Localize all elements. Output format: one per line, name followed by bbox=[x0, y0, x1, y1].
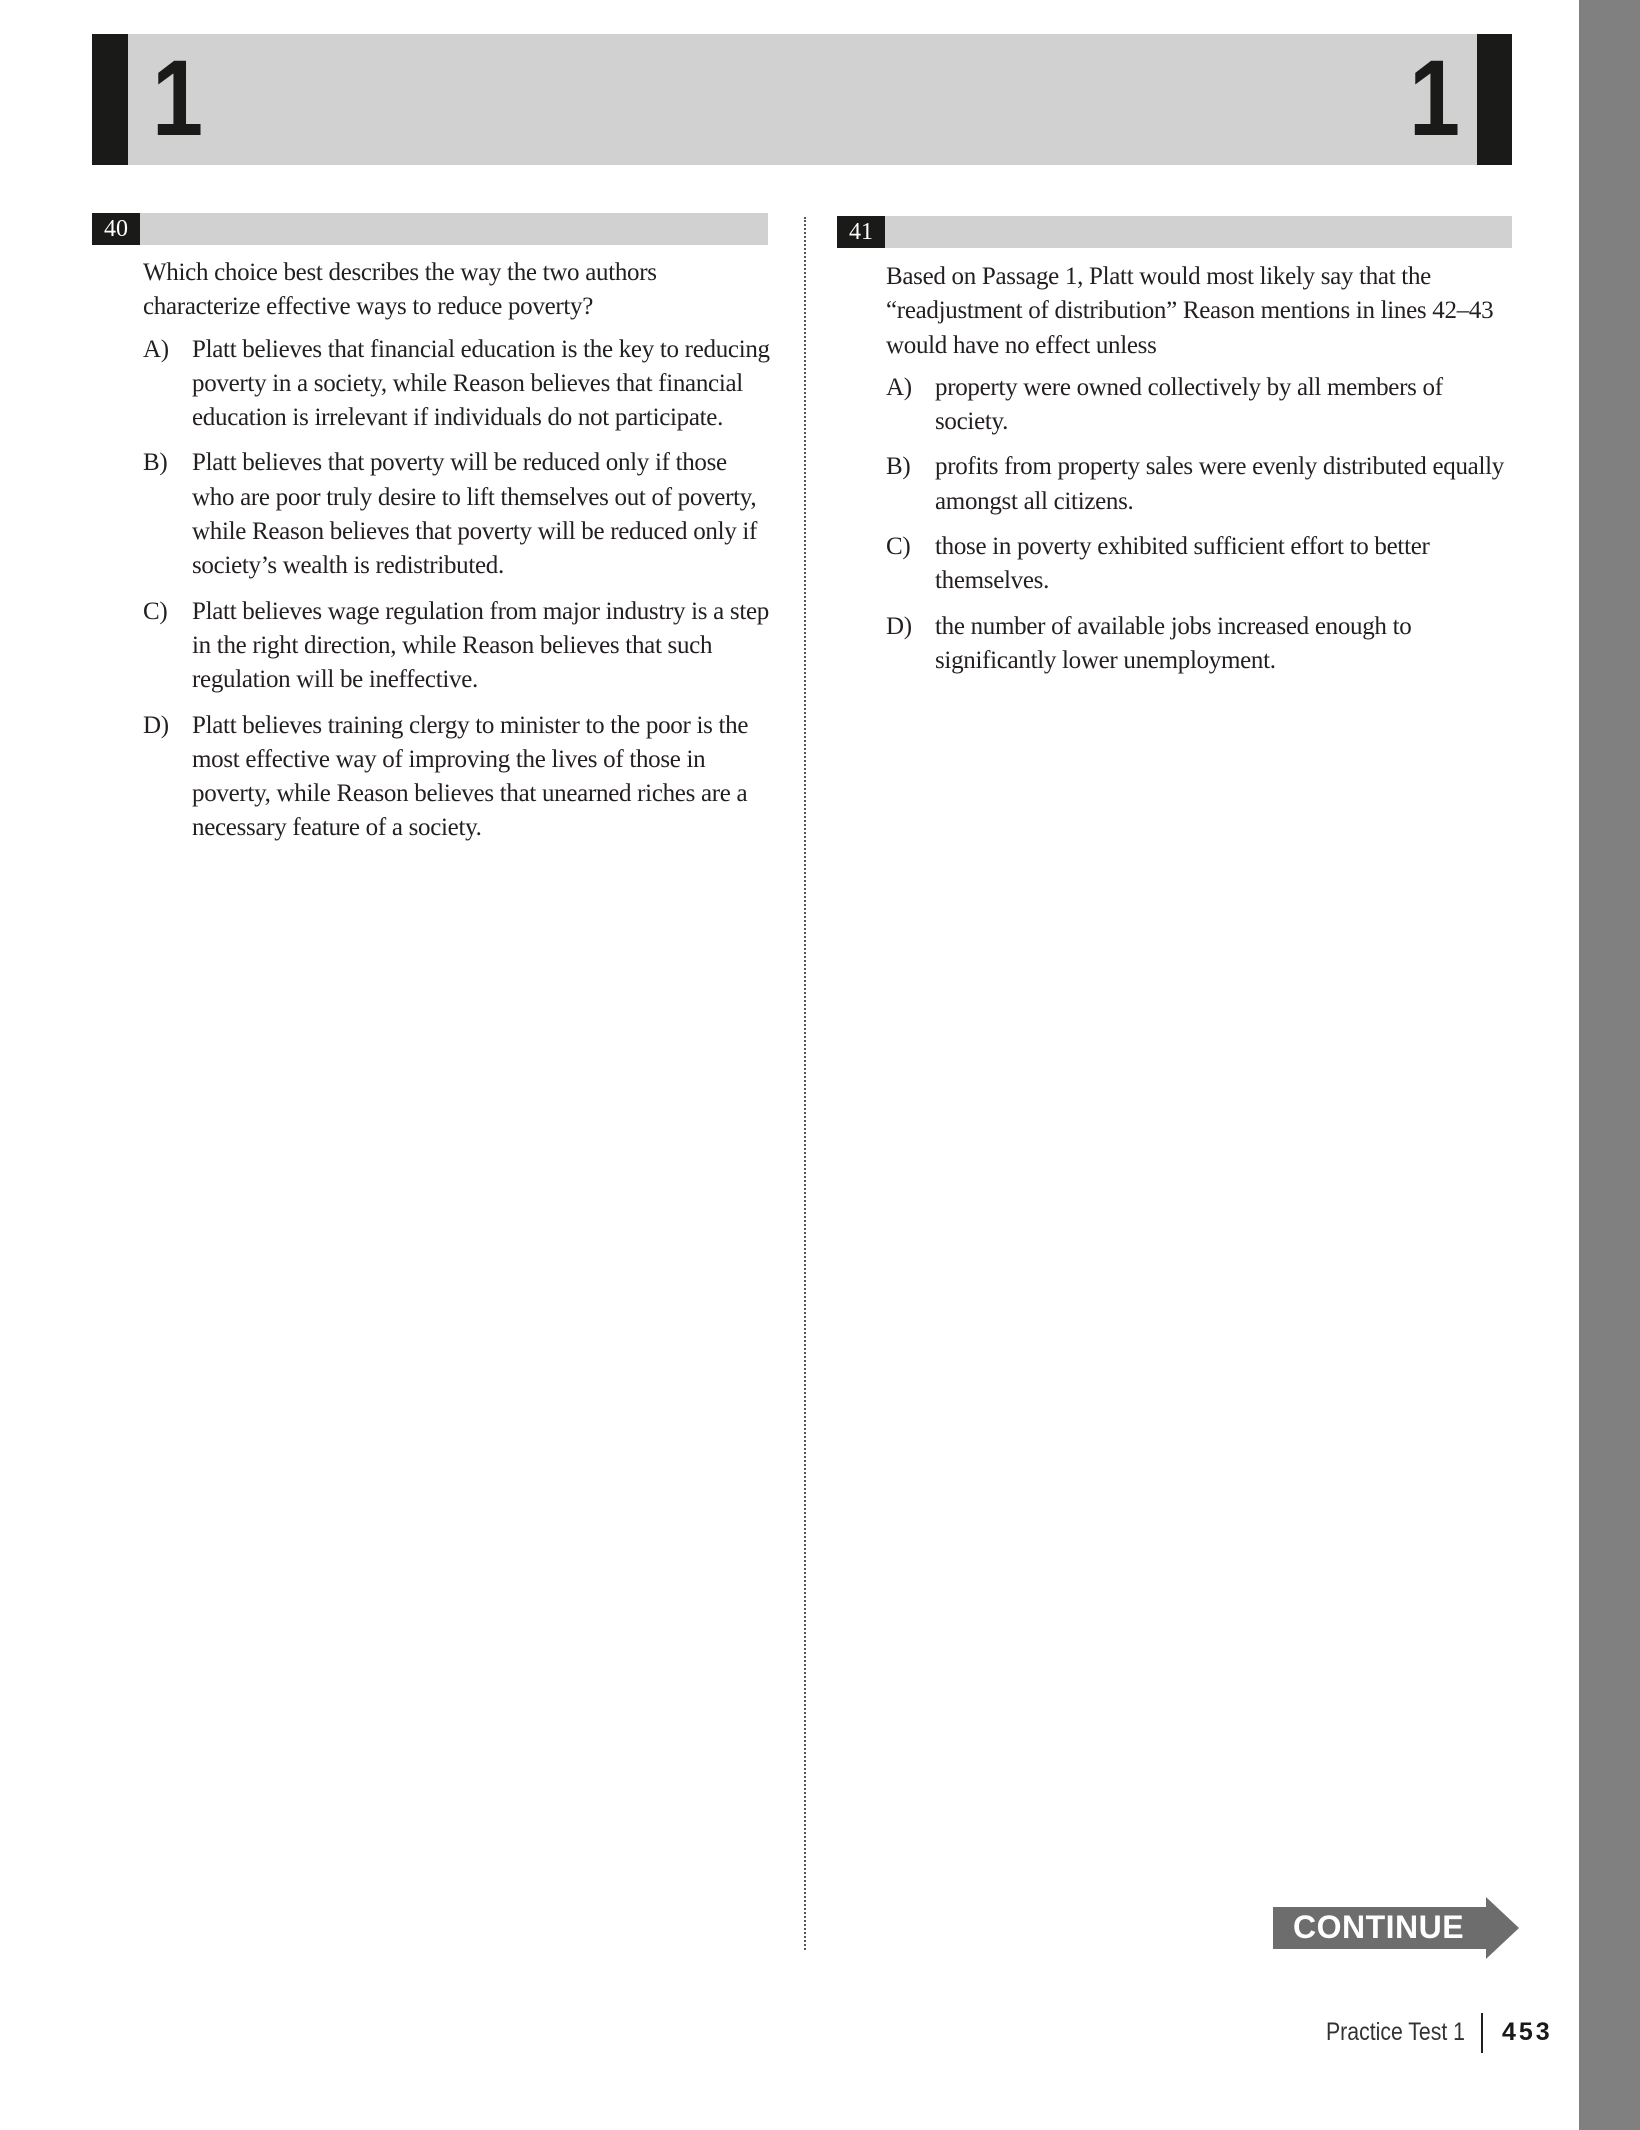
choice-text: property were owned collectively by all members of society. bbox=[935, 373, 1443, 436]
question-stem: Which choice best describes the way the two authors characterize effective ways to reduce poverty? bbox=[143, 259, 657, 321]
continue-label: CONTINUE bbox=[1293, 1909, 1465, 1945]
question-stem: Based on Passage 1, Platt would most likely say that the “readjustment of distribution” Reason mentions in lines 42–43 would have no effect unless bbox=[886, 263, 1494, 359]
choice-label: B) bbox=[886, 453, 911, 481]
header-right-block bbox=[1477, 34, 1512, 165]
choice-b[interactable] bbox=[886, 450, 1516, 519]
choice-text: the number of available jobs increased enough to significantly lower unemployment. bbox=[935, 612, 1412, 674]
section-number-left: 1 bbox=[152, 37, 204, 158]
choice-text: Platt believes training clergy to minister to the poor is the most effective way of improving the lives of those in poverty, while Reason believes that unearned riches are a necessary feature of a society. bbox=[192, 711, 749, 842]
header-left-block bbox=[92, 34, 128, 165]
choice-c[interactable] bbox=[886, 530, 1516, 599]
choice-label: A) bbox=[886, 373, 912, 401]
question-40-bar bbox=[92, 213, 768, 245]
choice-label: B) bbox=[143, 449, 168, 477]
continue-arrow bbox=[1273, 1897, 1519, 1964]
choice-a[interactable] bbox=[886, 371, 1516, 440]
choice-d[interactable] bbox=[143, 709, 773, 846]
question-number: 41 bbox=[837, 216, 885, 248]
question-40 bbox=[143, 256, 773, 857]
question-41-bar bbox=[837, 216, 1512, 248]
section-header bbox=[92, 34, 1512, 165]
choice-label: A) bbox=[143, 335, 169, 363]
page-edge-tab bbox=[1579, 0, 1640, 2130]
choice-label: C) bbox=[886, 533, 911, 561]
section-number-right: 1 bbox=[1408, 37, 1460, 158]
choice-d[interactable] bbox=[886, 610, 1516, 679]
choice-text: Platt believes that financial education is the key to reducing poverty in a society, while Reason believes that financial education is irrelevant if individuals do not participate. bbox=[192, 335, 770, 432]
choice-label: D) bbox=[886, 612, 912, 640]
choice-label: D) bbox=[143, 711, 169, 739]
choice-text: Platt believes that poverty will be reduced only if those who are poor truly desire to lift themselves out of poverty, while Reason believes that poverty will be reduced only if society’s wealth is redistributed. bbox=[192, 449, 758, 580]
choice-c[interactable] bbox=[143, 595, 773, 698]
footer-title: Practice Test 1 bbox=[1326, 2018, 1465, 2046]
question-41 bbox=[886, 260, 1516, 689]
choice-a[interactable] bbox=[143, 333, 773, 436]
column-divider bbox=[804, 217, 806, 1950]
footer-divider bbox=[1481, 2013, 1483, 2053]
choice-text: profits from property sales were evenly distributed equally amongst all citizens. bbox=[935, 453, 1504, 515]
question-number: 40 bbox=[92, 213, 140, 245]
choice-b[interactable] bbox=[143, 446, 773, 583]
choice-text: Platt believes wage regulation from major industry is a step in the right direction, while Reason believes that such regulation will be ineffective. bbox=[192, 597, 769, 694]
page-number: 453 bbox=[1502, 2018, 1553, 2046]
choice-label: C) bbox=[143, 597, 168, 625]
choice-text: those in poverty exhibited sufficient effort to better themselves. bbox=[935, 533, 1430, 595]
